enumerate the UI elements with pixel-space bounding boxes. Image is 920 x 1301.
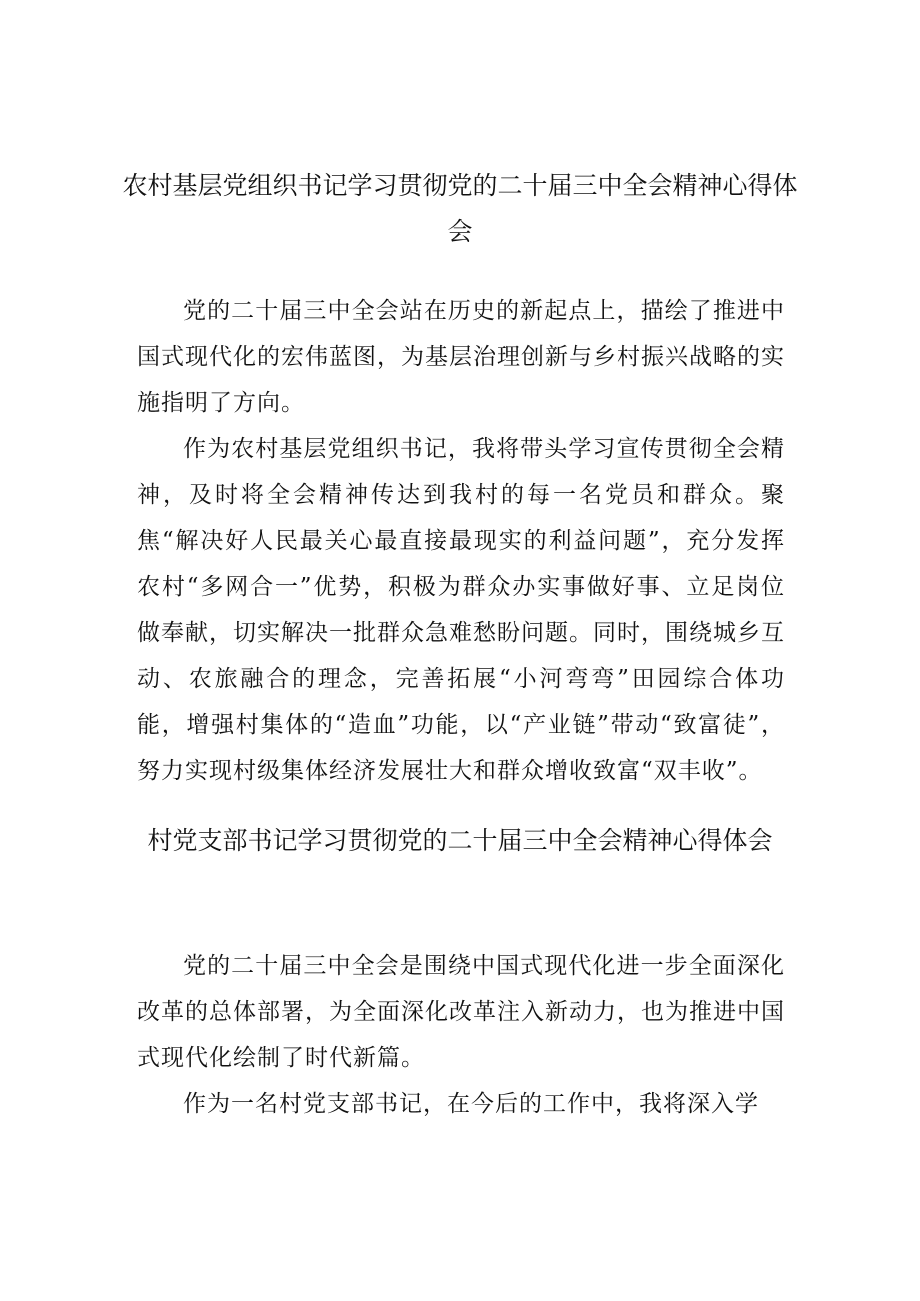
section-1-paragraph-1: 党的二十届三中全会站在历史的新起点上，描绘了推进中国式现代化的宏伟蓝图，为基层治理创新与乡村振兴战略的实施指明了方向。 (137, 298, 785, 416)
section-2-paragraph-2: 作为一名村党支部书记，在今后的工作中，我将深入学 (183, 1091, 759, 1117)
section-2-title: 村党支部书记学习贯彻党的二十届三中全会精神心得体会 (147, 826, 773, 855)
section-2-paragraph-1: 党的二十届三中全会是围绕中国式现代化进一步全面深化改革的总体部署，为全面深化改革注入新动力，也为推进中国式现代化绘制了时代新篇。 (137, 953, 785, 1071)
section-1-paragraph-2: 作为农村基层党组织书记，我将带头学习宣传贯彻全会精神，及时将全会精神传达到我村的每一名党员和群众。聚焦“解决好人民最关心最直接最现实的利益问题”，充分发挥农村“多网合一”优势，积极为群众办实事做好事、立足岗位做奉献，切实解决一批群众急难愁盼问题。同时，围绕城乡互动、农旅融合的理念，完善拓展“小河弯弯”田园综合体功能，增强村集体的“造血”功能，以“产业链”带动“致富徒”，努力实现村级集体经济发展壮大和群众增收致富“双丰收”。 (137, 436, 785, 784)
section-1-title: 农村基层党组织书记学习贯彻党的二十届三中全会精神心得体会 (122, 171, 798, 246)
